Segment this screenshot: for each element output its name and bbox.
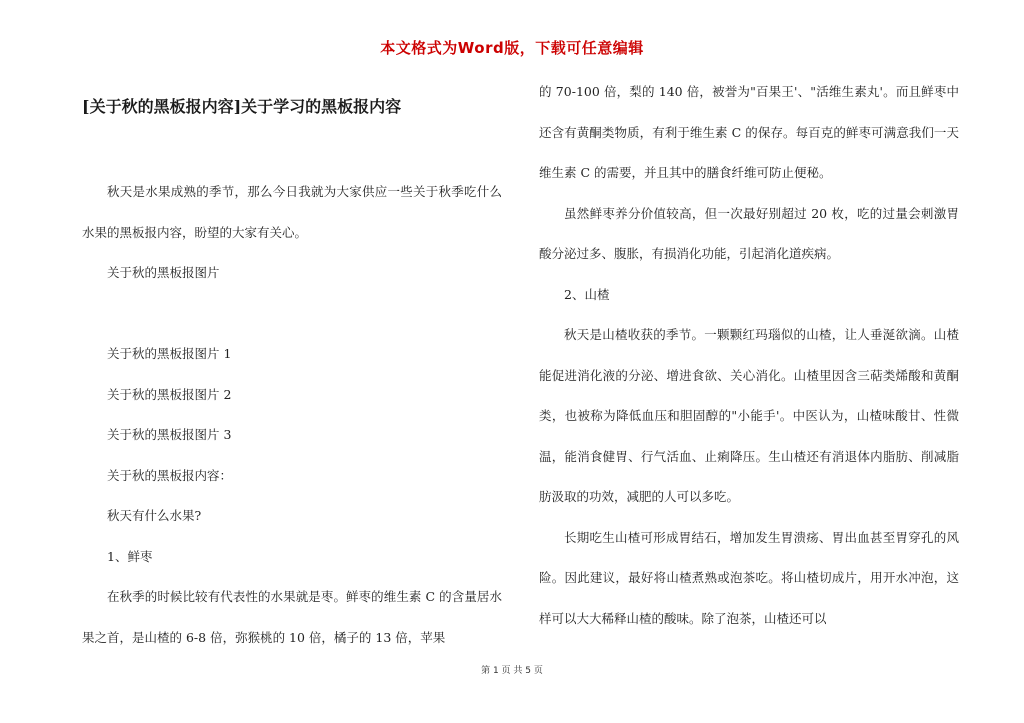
image-placeholder: [82, 294, 502, 335]
left-column: [82, 172, 502, 658]
image-caption-3: 关于秋的黑板报图片 3: [107, 427, 232, 442]
section-heading-jujube: 1、鲜枣: [107, 548, 153, 564]
page-footer: 第 1 页 共 5 页: [481, 666, 543, 676]
section-heading-hawthorn: 2、山楂: [564, 286, 610, 302]
hawthorn-caution-paragraph: 长期吃生山楂可形成胃结石，增加发生胃溃疡、胃出血甚至胃穿孔的风险。因此建议，最好将山楂煮熟或泡茶吃。将山楂切成片，用开水冲泡，这样可以大大稀释山楂的酸味。除了泡茶，山楂还可以: [539, 529, 959, 626]
content-heading: 关于秋的黑板报内容：: [107, 467, 233, 483]
edit-banner: 本文格式为Word版，下载可任意编辑: [380, 39, 644, 57]
jujube-caution-paragraph: 虽然鲜枣养分价值较高，但一次最好别超过 20 枚，吃的过量会刺激胃酸分泌过多、腹胀，有损消化功能，引起消化道疾病。: [539, 205, 959, 261]
right-column: [539, 72, 959, 639]
hawthorn-paragraph: 秋天是山楂收获的季节。一颗颗红玛瑙似的山楂，让人垂涎欲滴。山楂能促进消化液的分泌、增进食欲、关心消化。山楂里因含三萜类烯酸和黄酮类，也被称为降低血压和胆固醇的"小能手'。中医认为，山楂味酸甘、性微温，能消食健胃、行气活血、止痢降压。生山楂还有消退体内脂肪、削减脂肪汲取的功效，减肥的人可以多吃。: [539, 327, 959, 504]
jujube-paragraph-continued: 的 70-100 倍，梨的 140 倍，被誉为"百果王'、"活维生素丸'。而且鲜枣中还含有黄酮类物质，有利于维生素 C 的保存。每百克的鲜枣可满意我们一天维生素 C 的需要，并且其中的膳食纤维可防止便秘。: [539, 84, 959, 180]
question-line: 秋天有什么水果?: [107, 508, 202, 523]
image-heading: 关于秋的黑板报图片: [107, 265, 220, 280]
document-title: [关于秋的黑板报内容]关于学习的黑板报内容: [82, 97, 402, 116]
jujube-paragraph: 在秋季的时候比较有代表性的水果就是枣。鲜枣的维生素 C 的含量居水果之首，是山楂的 6-8 倍，弥猴桃的 10 倍，橘子的 13 倍，苹果: [82, 589, 502, 645]
intro-paragraph: 秋天是水果成熟的季节，那么今日我就为大家供应一些关于秋季吃什么水果的黑板报内容，盼望的大家有关心。: [82, 184, 502, 240]
image-caption-1: 关于秋的黑板报图片 1: [107, 346, 232, 361]
image-caption-2: 关于秋的黑板报图片 2: [107, 386, 232, 402]
